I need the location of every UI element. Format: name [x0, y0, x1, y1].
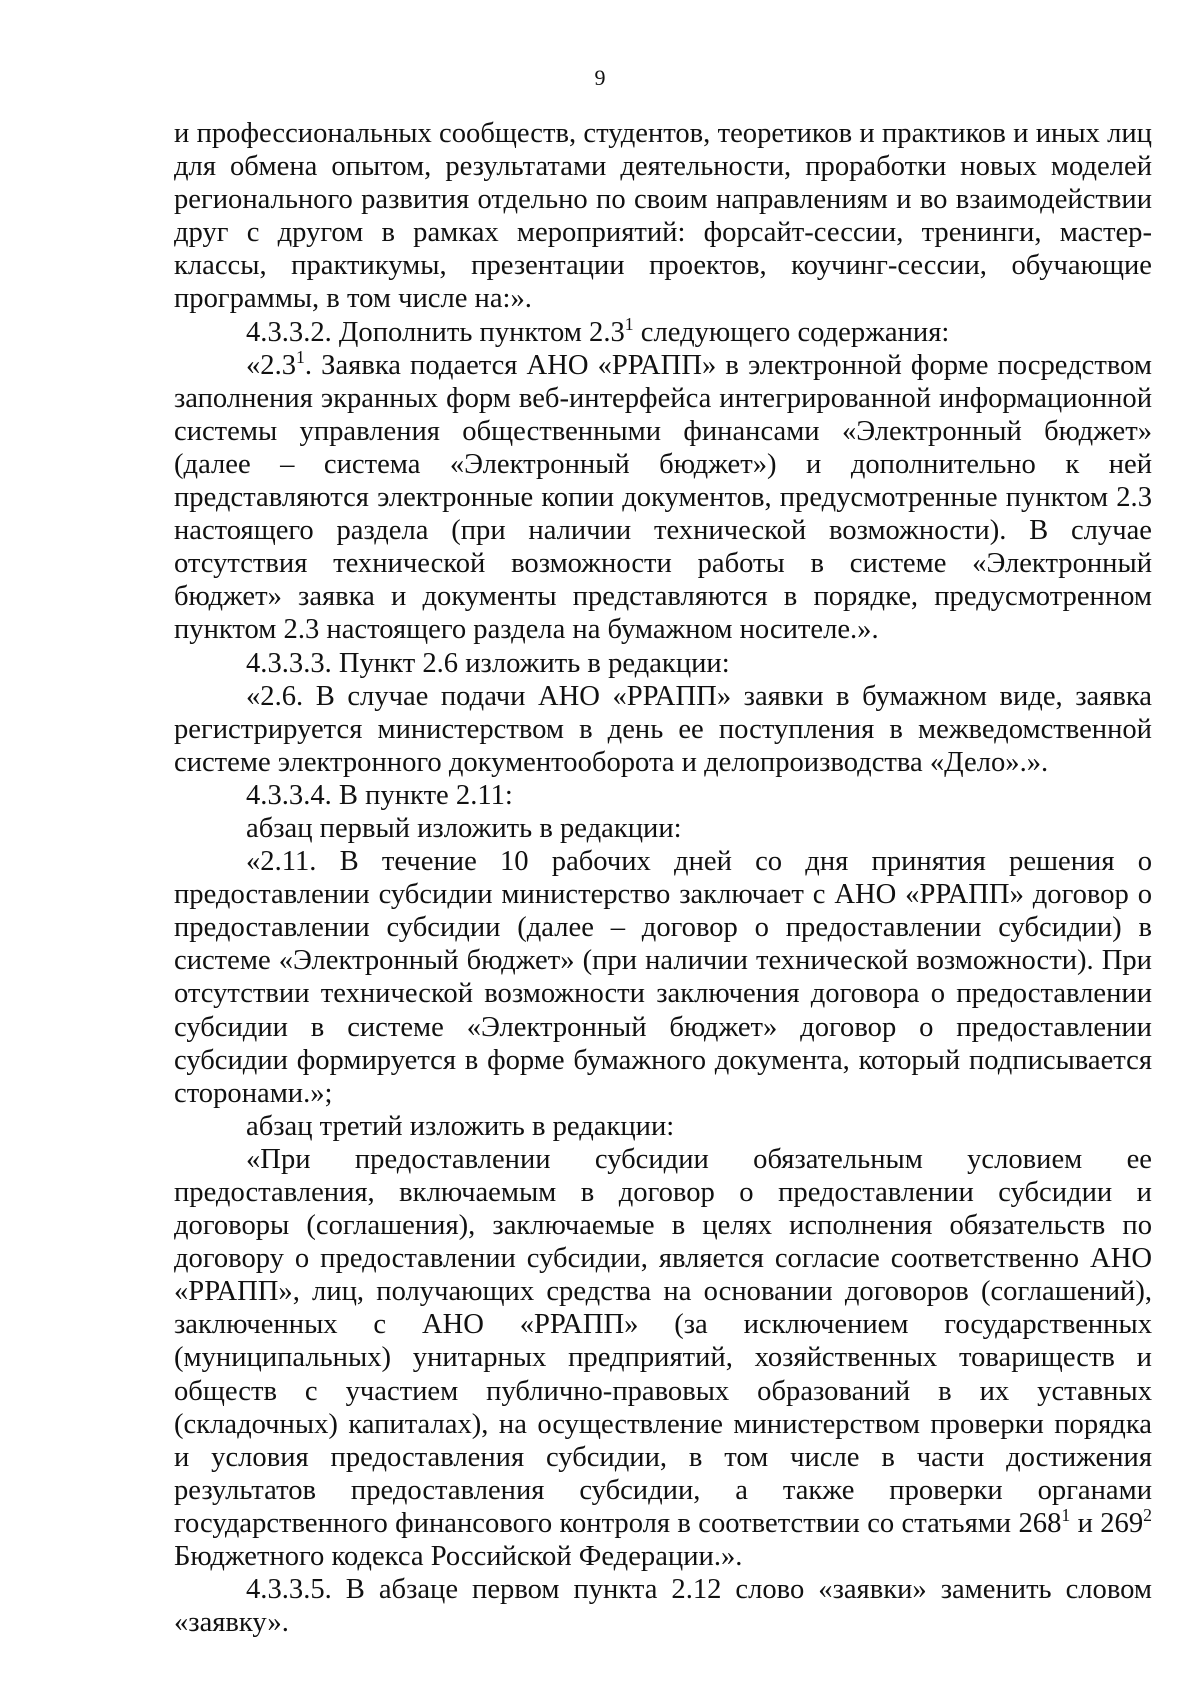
paragraph-text: и 269 [1070, 1507, 1144, 1539]
page-number: 9 [594, 65, 606, 90]
paragraph-4-3-3-2 [174, 313, 1152, 349]
paragraph-continuation: и профессиональных сообществ, студентов, теоретиков и практиков и иных лиц для обмена опытом, результатами деятельности, проработки новых моделей регионального развития отдельно по своим направлениям и во взаимодействии друг с другом в рамках мероприятий: форсайт-сессии, тренинги, мастер-классы, практикумы, презентации проектов, коучинг-сессии, обучающие программы, в том числе на:». [174, 118, 1152, 315]
paragraph-4-3-3-5: 4.3.3.5. В абзаце первом пункта 2.12 слово «заявки» заменить словом «заявку». [174, 1574, 1152, 1639]
paragraph-4-3-3-3: 4.3.3.3. Пункт 2.6 изложить в редакции: [246, 647, 730, 679]
paragraph-text: . Заявка подается АНО «РРАПП» в электронной форме посредством заполнения экранных форм веб-интерфейса интегрированной информационной системы управления общественными финансами «Электронный бюджет» (далее – система «Электронный бюджет») и дополнительно к ней представляются электронные копии документов, предусмотренные пунктом 2.3 настоящего раздела (при наличии технической возможности). В случае отсутствия технической возможности работы в системе «Электронный бюджет» заявка и документы представляются в порядке, предусмотренном пунктом 2.3 настоящего раздела на бумажном носителе.». [174, 349, 1152, 646]
paragraph-text: «2.3 [246, 349, 297, 381]
document-body [174, 117, 1152, 1639]
paragraph-first-abzac: абзац первый изложить в редакции: [246, 812, 682, 844]
paragraph-2-6: «2.6. В случае подачи АНО «РРАПП» заявки в бумажном виде, заявка регистрируется министерством в день ее поступления в межведомственной системе электронного документооборота и делопроизводства «Дело».». [174, 680, 1152, 778]
superscript: 1 [1061, 1504, 1071, 1525]
superscript: 1 [624, 313, 634, 334]
paragraph-4-3-3-4: 4.3.3.4. В пункте 2.11: [246, 779, 513, 811]
paragraph-text: Бюджетного кодекса Российской Федерации.». [174, 1541, 743, 1573]
paragraph-condition [174, 1143, 1152, 1573]
superscript: 1 [296, 346, 305, 367]
superscript: 2 [1143, 1504, 1153, 1525]
paragraph-text: следующего содержания: [633, 316, 950, 348]
paragraph-2-11: «2.11. В течение 10 рабочих дней со дня принятия решения о предоставлении субсидии министерство заключает с АНО «РРАПП» договор о предоставлении субсидии (далее – договор о предоставлении субсидии) в системе «Электронный бюджет» (при наличии технической возможности). При отсутствии технической возможности заключения договора о предоставлении субсидии в системе «Электронный бюджет» договор о предоставлении субсидии формируется в форме бумажного документа, который подписывается сторонами.»; [174, 846, 1152, 1109]
paragraph-text: 4.3.3.2. Дополнить пунктом 2.3 [246, 316, 625, 348]
paragraph-text: «При предоставлении субсидии обязательным условием ее предоставления, включаемым в договор о предоставлении субсидии и договоры (соглашения), заключаемые в целях исполнения обязательств по договору о предоставлении субсидии, является согласие соответственно АНО «РРАПП», лиц, получающих средства на основании договоров (соглашений), заключенных с АНО «РРАПП» (за исключением государственных (муниципальных) унитарных предприятий, хозяйственных товариществ и обществ с участием публично-правовых образований в их уставных (складочных) капиталах), на осуществление министерством проверки порядка и условия предоставления субсидии, в том числе в части достижения результатов предоставления субсидии, а также проверки органами государственного финансового контроля в соответствии со статьями 268 [174, 1143, 1152, 1539]
paragraph-third-abzac: абзац третий изложить в редакции: [246, 1110, 675, 1142]
paragraph-2-3-1 [174, 346, 1152, 647]
